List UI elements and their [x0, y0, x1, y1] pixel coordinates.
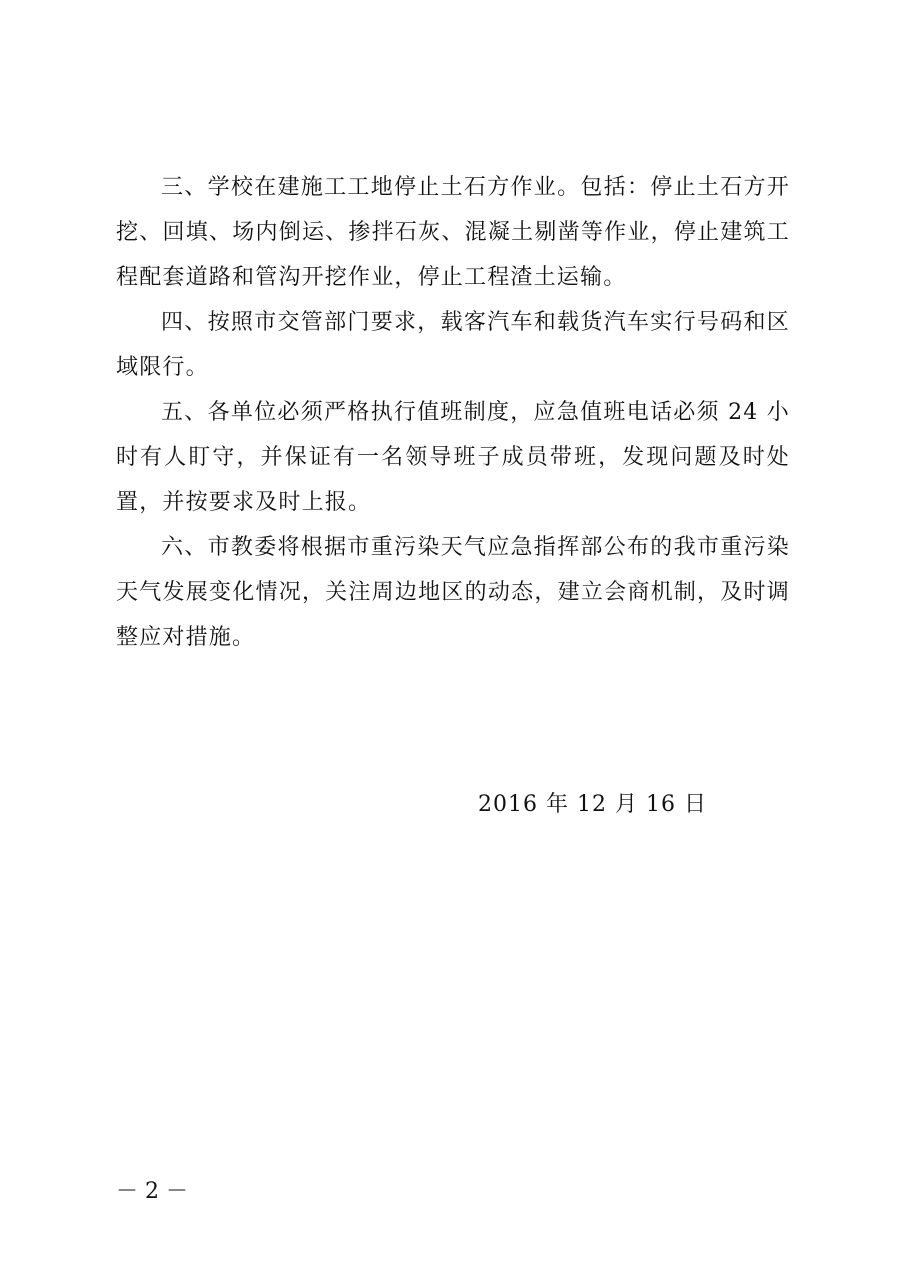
page-number: － 2 － [116, 1179, 188, 1204]
paragraph-item-5: 五、各单位必须严格执行值班制度，应急值班电话必须 24 小时有人盯守，并保证有一名领导班子成员带班，发现问题及时处置，并按要求及时上报。 [116, 400, 790, 515]
paragraph-item-3: 三、学校在建施工工地停止土石方作业。包括：停止土石方开挖、回填、场内倒运、掺拌石灰、混凝土剔凿等作业，停止建筑工程配套道路和管沟开挖作业，停止工程渣土运输。 [116, 175, 790, 290]
paragraph-item-4: 四、按照市交管部门要求，载客汽车和载货汽车实行号码和区域限行。 [116, 310, 790, 380]
paragraph-item-6: 六、市教委将根据市重污染天气应急指挥部公布的我市重污染天气发展变化情况，关注周边地区的动态，建立会商机制，及时调整应对措施。 [116, 535, 790, 650]
document-date: 2016 年 12 月 16 日 [478, 792, 707, 817]
document-body [116, 165, 790, 660]
